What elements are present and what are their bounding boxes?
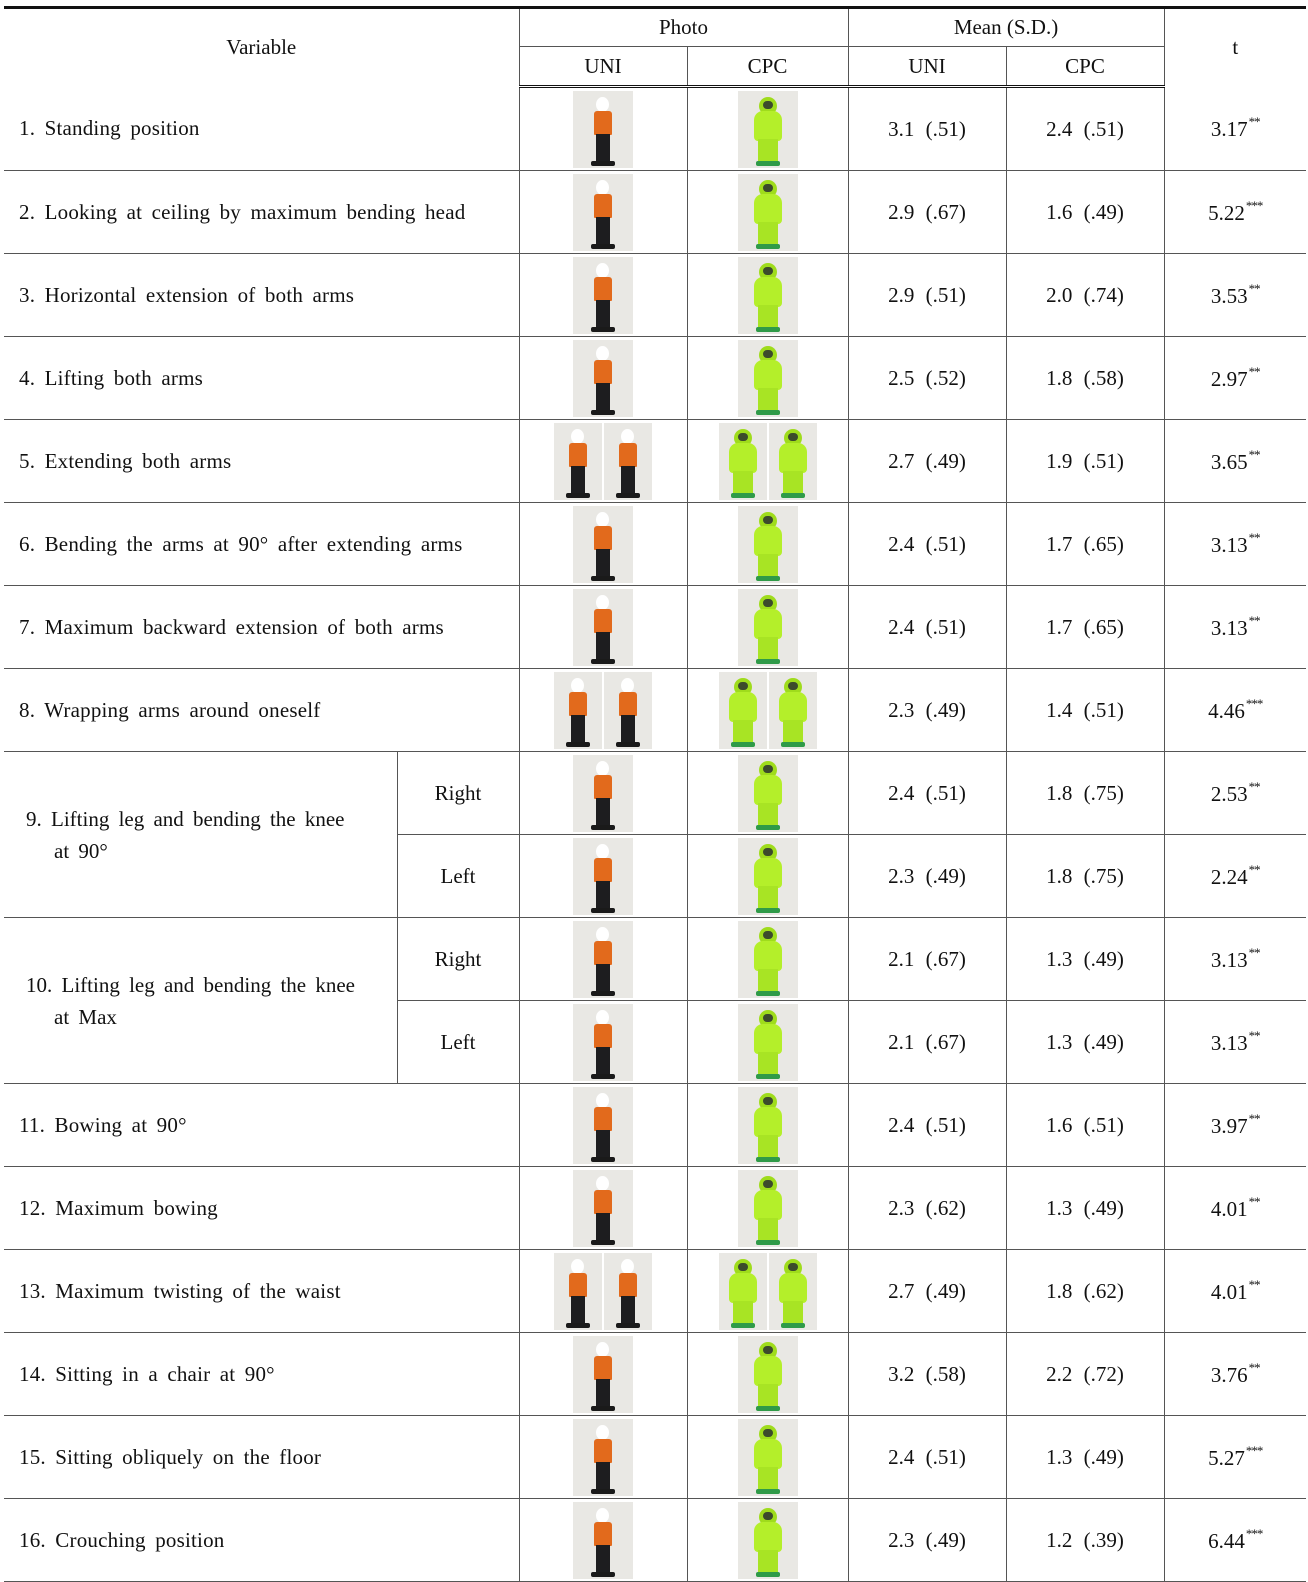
mean-uni: 2.5 (.52) <box>848 337 1006 420</box>
significance-mark: ** <box>1248 945 1260 960</box>
t-value <box>1164 87 1306 171</box>
table-row <box>4 1416 1306 1499</box>
photo-uni <box>519 1499 687 1582</box>
photo-cpc <box>687 337 848 420</box>
significance-mark: ** <box>1248 862 1260 877</box>
t-value <box>1164 171 1306 254</box>
table-row <box>4 171 1306 254</box>
mean-cpc: 1.8 (.75) <box>1006 835 1164 918</box>
photo-cpc <box>687 503 848 586</box>
photo-cpc <box>687 1167 848 1250</box>
significance-mark: ** <box>1248 1360 1260 1375</box>
person-in-uniform-photo-icon <box>573 1336 633 1413</box>
t-number: 3.13 <box>1210 948 1248 972</box>
variable-label: 8. Wrapping arms around oneself <box>4 669 519 752</box>
table-row <box>4 669 1306 752</box>
person-in-protective-suit-photo-icon <box>769 423 817 500</box>
t-number: 4.46 <box>1208 699 1245 723</box>
significance-mark: *** <box>1245 198 1263 213</box>
variable-label-line1: 10. Lifting leg and bending the knee <box>26 972 356 997</box>
person-in-uniform-photo-icon <box>573 1004 633 1081</box>
variable-label: 16. Crouching position <box>4 1499 519 1582</box>
person-in-protective-suit-photo-icon <box>719 1253 767 1330</box>
photo-cpc <box>687 171 848 254</box>
significance-mark: ** <box>1248 1111 1260 1126</box>
mean-uni: 2.1 (.67) <box>848 1001 1006 1084</box>
person-in-uniform-photo-icon <box>573 921 633 998</box>
person-in-uniform-photo-icon <box>554 1253 602 1330</box>
significance-mark: *** <box>1245 1526 1263 1541</box>
mean-cpc: 1.3 (.49) <box>1006 1167 1164 1250</box>
header-mean-cpc: CPC <box>1006 47 1164 87</box>
significance-mark: ** <box>1248 1277 1260 1292</box>
mean-uni: 2.7 (.49) <box>848 420 1006 503</box>
significance-mark: ** <box>1248 1028 1260 1043</box>
variable-label: 4. Lifting both arms <box>4 337 519 420</box>
photo-uni <box>519 1167 687 1250</box>
t-number: 3.65 <box>1210 450 1248 474</box>
person-in-protective-suit-photo-icon <box>738 506 798 583</box>
photo-uni <box>519 586 687 669</box>
table-row <box>4 918 1306 1001</box>
variable-label: 11. Bowing at 90° <box>4 1084 519 1167</box>
person-in-uniform-photo-icon <box>573 91 633 168</box>
mean-uni: 2.4 (.51) <box>848 586 1006 669</box>
t-number: 5.22 <box>1208 201 1245 225</box>
mean-uni: 2.3 (.49) <box>848 669 1006 752</box>
significance-mark: *** <box>1245 1443 1263 1458</box>
mean-cpc: 1.8 (.58) <box>1006 337 1164 420</box>
t-number: 2.97 <box>1210 367 1248 391</box>
significance-mark: ** <box>1248 779 1260 794</box>
mean-cpc: 1.3 (.49) <box>1006 1416 1164 1499</box>
person-in-uniform-photo-icon <box>573 506 633 583</box>
t-value <box>1164 1084 1306 1167</box>
significance-mark: ** <box>1248 364 1260 379</box>
mean-cpc: 1.7 (.65) <box>1006 503 1164 586</box>
person-in-protective-suit-photo-icon <box>738 1170 798 1247</box>
table-row <box>4 752 1306 835</box>
photo-cpc <box>687 1333 848 1416</box>
table-row <box>4 87 1306 171</box>
photo-cpc <box>687 1250 848 1333</box>
table-row <box>4 1499 1306 1582</box>
person-in-uniform-photo-icon <box>604 1253 652 1330</box>
photo-uni <box>519 503 687 586</box>
person-in-uniform-photo-icon <box>573 1170 633 1247</box>
t-number: 5.27 <box>1208 1446 1245 1470</box>
person-in-uniform-photo-icon <box>573 174 633 251</box>
photo-cpc <box>687 1416 848 1499</box>
t-number: 4.01 <box>1210 1280 1248 1304</box>
header-mean-uni: UNI <box>848 47 1006 87</box>
side-label-left: Left <box>397 835 519 918</box>
person-in-protective-suit-photo-icon <box>769 672 817 749</box>
t-value <box>1164 1001 1306 1084</box>
person-in-uniform-photo-icon <box>573 1502 633 1579</box>
photo-uni <box>519 420 687 503</box>
person-in-uniform-photo-icon <box>554 423 602 500</box>
t-value <box>1164 1416 1306 1499</box>
significance-mark: *** <box>1245 696 1263 711</box>
variable-label: 7. Maximum backward extension of both arms <box>4 586 519 669</box>
mean-uni: 2.4 (.51) <box>848 1416 1006 1499</box>
table-row <box>4 586 1306 669</box>
results-table <box>4 6 1306 1582</box>
mean-uni: 3.1 (.51) <box>848 87 1006 171</box>
header-photo: Photo <box>519 8 848 47</box>
mean-uni: 2.1 (.67) <box>848 918 1006 1001</box>
person-in-uniform-photo-icon <box>573 1087 633 1164</box>
photo-uni <box>519 1084 687 1167</box>
mean-uni: 2.4 (.51) <box>848 503 1006 586</box>
mean-cpc: 2.0 (.74) <box>1006 254 1164 337</box>
person-in-uniform-photo-icon <box>573 1419 633 1496</box>
person-in-protective-suit-photo-icon <box>738 257 798 334</box>
mean-cpc: 2.4 (.51) <box>1006 87 1164 171</box>
person-in-protective-suit-photo-icon <box>719 672 767 749</box>
mean-uni: 2.4 (.51) <box>848 1084 1006 1167</box>
mean-cpc: 1.4 (.51) <box>1006 669 1164 752</box>
person-in-protective-suit-photo-icon <box>738 838 798 915</box>
table-row <box>4 420 1306 503</box>
variable-label-line2: at 90° <box>54 838 108 863</box>
person-in-protective-suit-photo-icon <box>738 755 798 832</box>
mean-uni: 2.3 (.49) <box>848 1499 1006 1582</box>
photo-cpc <box>687 87 848 171</box>
significance-mark: ** <box>1248 281 1260 296</box>
variable-label-line2: at Max <box>54 1004 117 1029</box>
mean-cpc: 1.3 (.49) <box>1006 1001 1164 1084</box>
t-number: 3.53 <box>1210 284 1248 308</box>
person-in-protective-suit-photo-icon <box>738 174 798 251</box>
photo-uni <box>519 254 687 337</box>
person-in-protective-suit-photo-icon <box>719 423 767 500</box>
photo-cpc <box>687 835 848 918</box>
photo-uni <box>519 752 687 835</box>
table-row <box>4 254 1306 337</box>
variable-label: 15. Sitting obliquely on the floor <box>4 1416 519 1499</box>
person-in-protective-suit-photo-icon <box>738 1004 798 1081</box>
variable-label: 6. Bending the arms at 90° after extending arms <box>4 503 519 586</box>
photo-cpc <box>687 586 848 669</box>
photo-cpc <box>687 669 848 752</box>
table-row <box>4 1333 1306 1416</box>
photo-cpc <box>687 254 848 337</box>
photo-cpc <box>687 1084 848 1167</box>
person-in-uniform-photo-icon <box>604 672 652 749</box>
t-number: 3.13 <box>1210 533 1248 557</box>
t-number: 2.53 <box>1210 782 1248 806</box>
variable-label: 5. Extending both arms <box>4 420 519 503</box>
t-number: 6.44 <box>1208 1529 1245 1553</box>
table-row <box>4 1084 1306 1167</box>
photo-cpc <box>687 1499 848 1582</box>
photo-uni <box>519 171 687 254</box>
side-label-right: Right <box>397 918 519 1001</box>
person-in-protective-suit-photo-icon <box>769 1253 817 1330</box>
variable-label: 14. Sitting in a chair at 90° <box>4 1333 519 1416</box>
photo-uni <box>519 835 687 918</box>
t-number: 4.01 <box>1210 1197 1248 1221</box>
person-in-protective-suit-photo-icon <box>738 1087 798 1164</box>
side-label-right: Right <box>397 752 519 835</box>
mean-cpc: 1.8 (.62) <box>1006 1250 1164 1333</box>
person-in-uniform-photo-icon <box>554 672 602 749</box>
side-label-left: Left <box>397 1001 519 1084</box>
header-row-1 <box>4 8 1306 47</box>
t-value <box>1164 918 1306 1001</box>
t-value <box>1164 835 1306 918</box>
t-number: 2.24 <box>1210 865 1248 889</box>
mean-uni: 2.9 (.67) <box>848 171 1006 254</box>
person-in-uniform-photo-icon <box>573 589 633 666</box>
photo-uni <box>519 87 687 171</box>
header-t: t <box>1164 8 1306 87</box>
person-in-protective-suit-photo-icon <box>738 1502 798 1579</box>
significance-mark: ** <box>1248 530 1260 545</box>
person-in-uniform-photo-icon <box>573 755 633 832</box>
significance-mark: ** <box>1248 447 1260 462</box>
photo-uni <box>519 1250 687 1333</box>
mean-cpc: 1.6 (.51) <box>1006 1084 1164 1167</box>
photo-uni <box>519 1333 687 1416</box>
photo-cpc <box>687 918 848 1001</box>
variable-label: 2. Looking at ceiling by maximum bending head <box>4 171 519 254</box>
table-row <box>4 503 1306 586</box>
t-value <box>1164 669 1306 752</box>
mean-uni: 3.2 (.58) <box>848 1333 1006 1416</box>
person-in-protective-suit-photo-icon <box>738 1419 798 1496</box>
mean-cpc: 1.2 (.39) <box>1006 1499 1164 1582</box>
header-photo-uni: UNI <box>519 47 687 87</box>
person-in-uniform-photo-icon <box>573 257 633 334</box>
mean-uni: 2.9 (.51) <box>848 254 1006 337</box>
t-value <box>1164 1250 1306 1333</box>
person-in-protective-suit-photo-icon <box>738 921 798 998</box>
t-value <box>1164 337 1306 420</box>
t-number: 3.13 <box>1210 1031 1248 1055</box>
person-in-protective-suit-photo-icon <box>738 1336 798 1413</box>
t-number: 3.76 <box>1210 1363 1248 1387</box>
photo-cpc <box>687 420 848 503</box>
mean-uni: 2.4 (.51) <box>848 752 1006 835</box>
t-value <box>1164 420 1306 503</box>
photo-uni <box>519 918 687 1001</box>
mean-cpc: 1.6 (.49) <box>1006 171 1164 254</box>
person-in-protective-suit-photo-icon <box>738 91 798 168</box>
photo-uni <box>519 669 687 752</box>
header-photo-cpc: CPC <box>687 47 848 87</box>
table-row <box>4 1167 1306 1250</box>
variable-label: 13. Maximum twisting of the waist <box>4 1250 519 1333</box>
variable-label <box>4 918 397 1084</box>
person-in-protective-suit-photo-icon <box>738 589 798 666</box>
t-number: 3.97 <box>1210 1114 1248 1138</box>
person-in-uniform-photo-icon <box>573 838 633 915</box>
mean-uni: 2.3 (.49) <box>848 835 1006 918</box>
variable-label <box>4 752 397 918</box>
significance-mark: ** <box>1248 1194 1260 1209</box>
photo-cpc <box>687 1001 848 1084</box>
table-row <box>4 1250 1306 1333</box>
photo-cpc <box>687 752 848 835</box>
t-value <box>1164 1499 1306 1582</box>
t-value <box>1164 1333 1306 1416</box>
person-in-uniform-photo-icon <box>604 423 652 500</box>
mean-cpc: 1.8 (.75) <box>1006 752 1164 835</box>
person-in-uniform-photo-icon <box>573 340 633 417</box>
photo-uni <box>519 337 687 420</box>
person-in-protective-suit-photo-icon <box>738 340 798 417</box>
mean-cpc: 2.2 (.72) <box>1006 1333 1164 1416</box>
mean-uni: 2.7 (.49) <box>848 1250 1006 1333</box>
mean-uni: 2.3 (.62) <box>848 1167 1006 1250</box>
photo-uni <box>519 1001 687 1084</box>
t-number: 3.17 <box>1210 117 1248 142</box>
table-row <box>4 337 1306 420</box>
variable-label: 12. Maximum bowing <box>4 1167 519 1250</box>
t-value <box>1164 1167 1306 1250</box>
variable-label: 3. Horizontal extension of both arms <box>4 254 519 337</box>
header-variable: Variable <box>4 8 519 87</box>
t-value <box>1164 254 1306 337</box>
photo-uni <box>519 1416 687 1499</box>
t-value <box>1164 503 1306 586</box>
t-value <box>1164 586 1306 669</box>
mean-cpc: 1.7 (.65) <box>1006 586 1164 669</box>
header-mean-sd: Mean (S.D.) <box>848 8 1164 47</box>
variable-label-line1: 9. Lifting leg and bending the knee <box>26 806 345 831</box>
variable-label: 1. Standing position <box>4 87 519 171</box>
mean-cpc: 1.9 (.51) <box>1006 420 1164 503</box>
mean-cpc: 1.3 (.49) <box>1006 918 1164 1001</box>
significance-mark: ** <box>1248 114 1260 130</box>
significance-mark: ** <box>1248 613 1260 628</box>
t-number: 3.13 <box>1210 616 1248 640</box>
t-value <box>1164 752 1306 835</box>
